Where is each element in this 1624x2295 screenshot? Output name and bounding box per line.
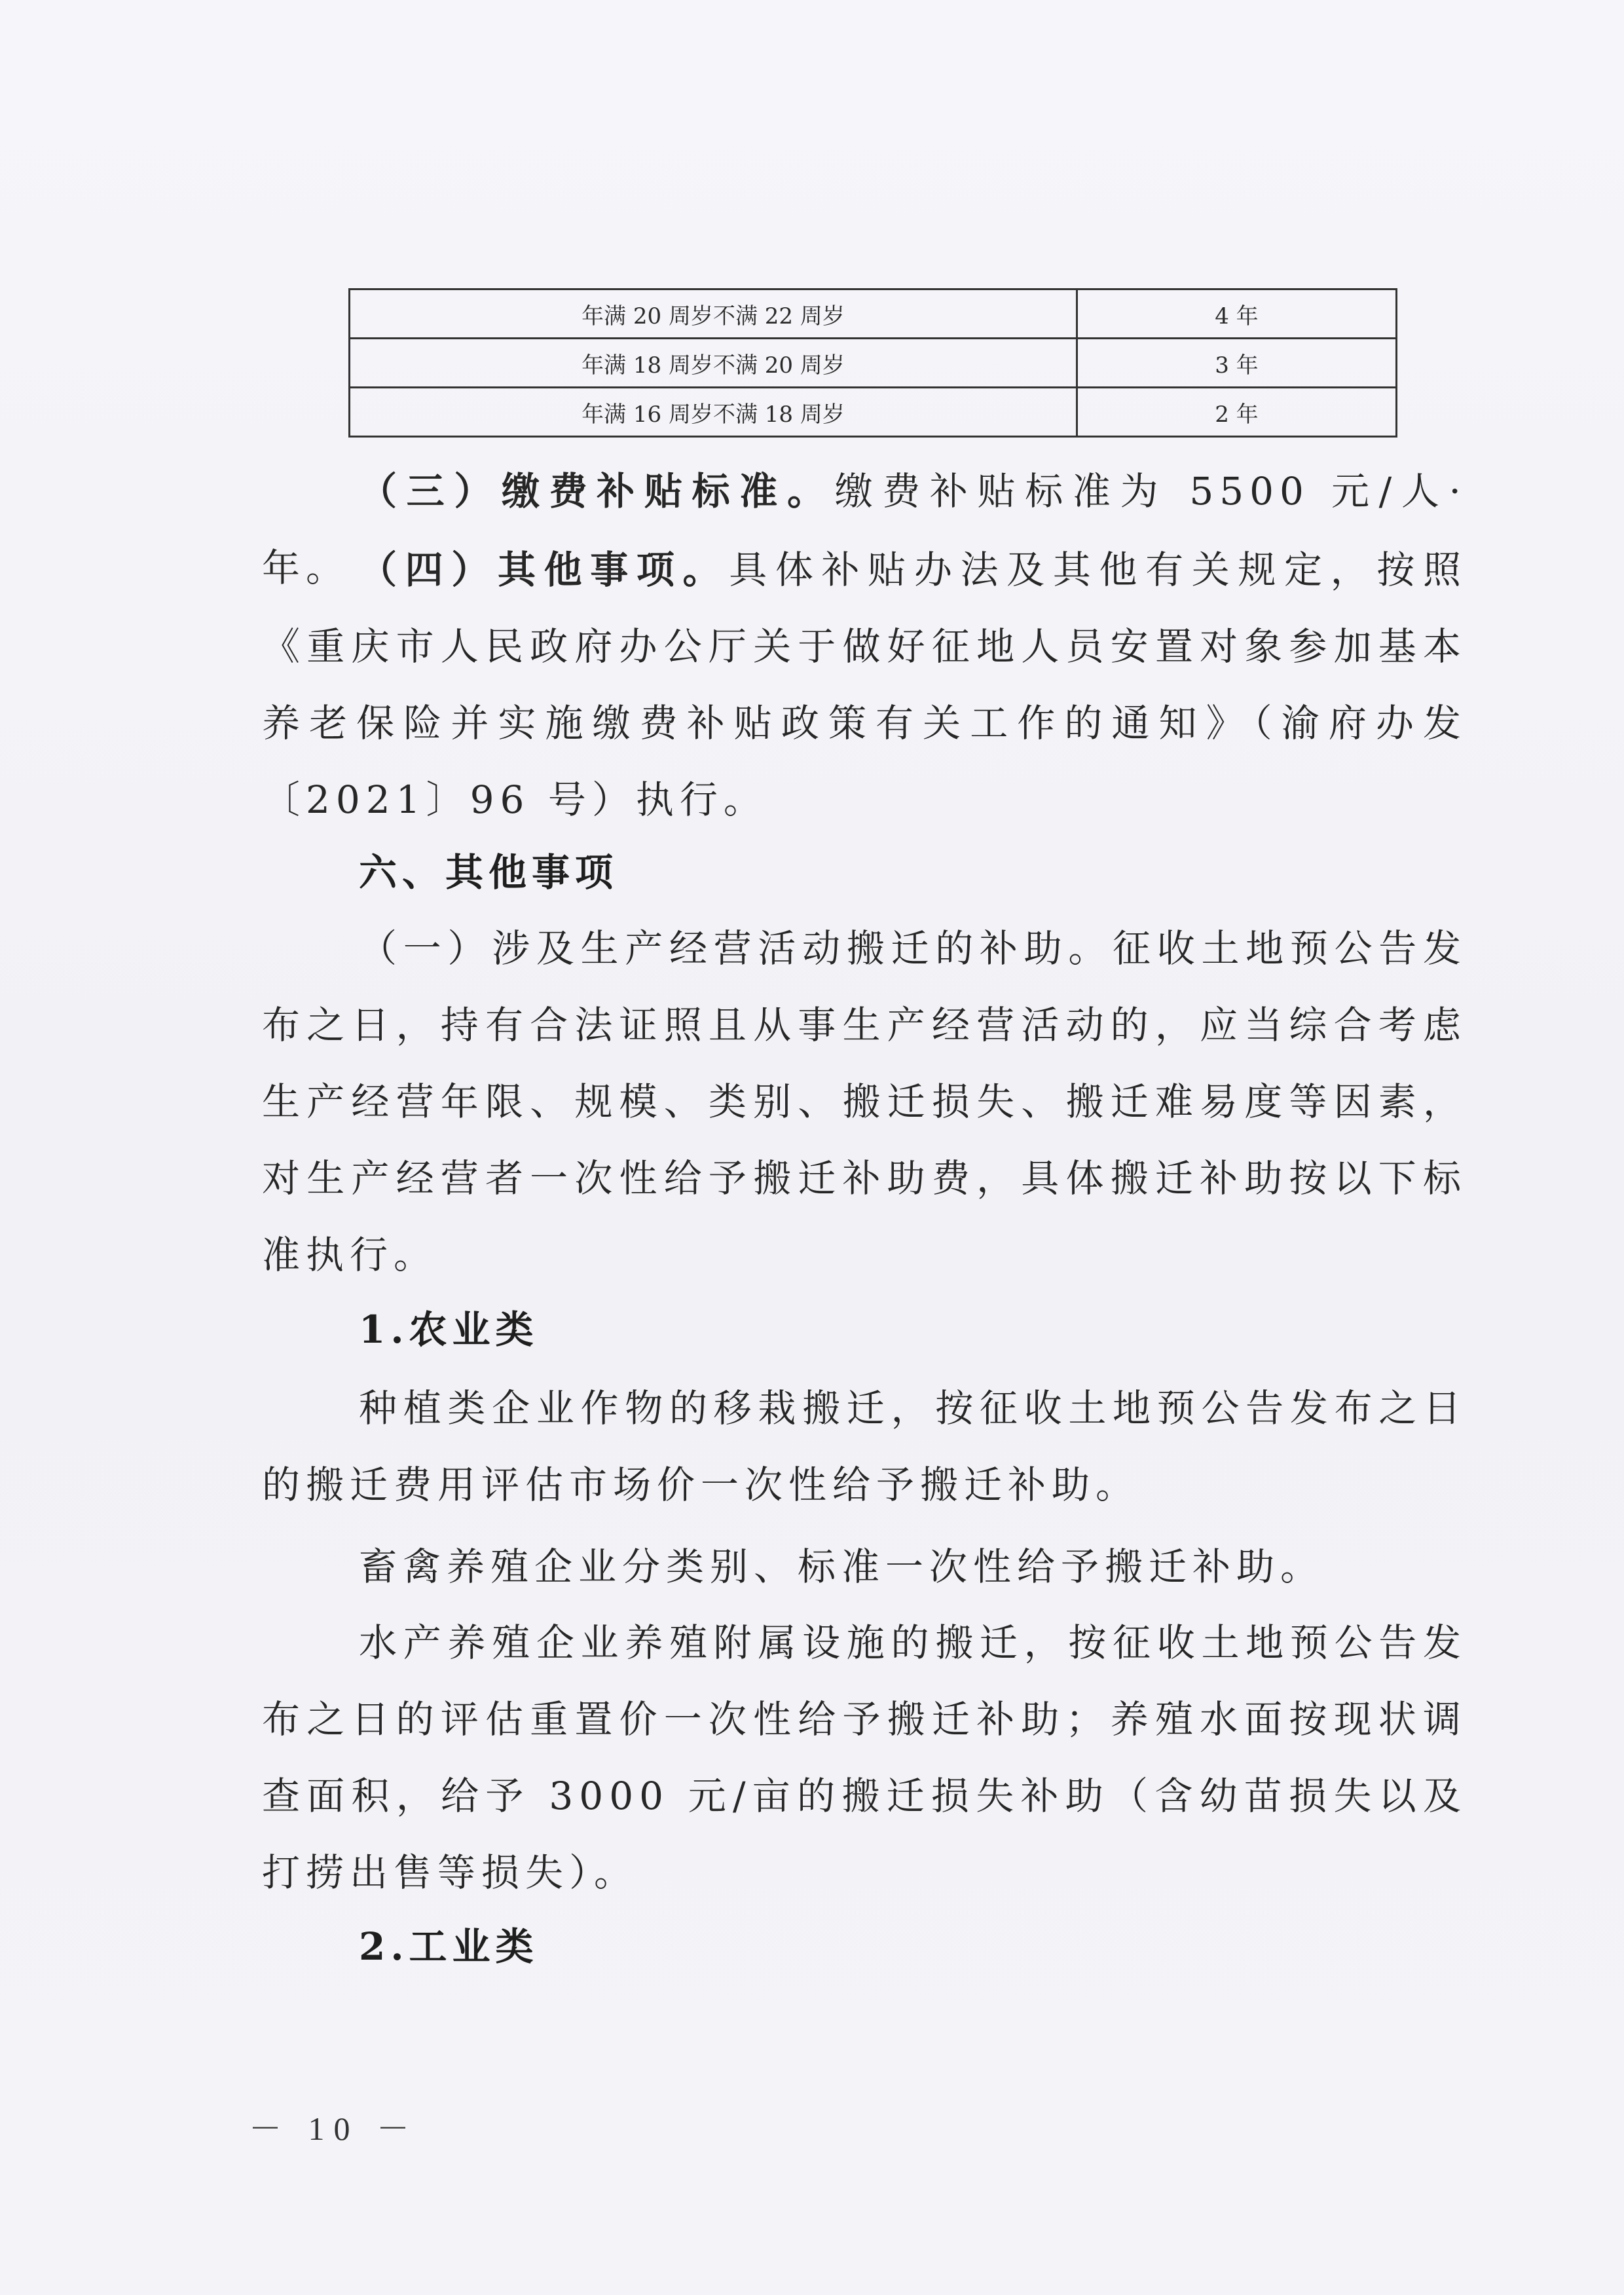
age-range-cell: 年满 16 周岁不满 18 周岁 — [350, 388, 1077, 437]
page-number: － 10 － — [249, 2110, 418, 2147]
relocation-paragraph: （一）涉及生产经营活动搬迁的补助。征收土地预公告发布之日，持有合法证照且从事生产经营活动的，应当综合考虑生产经营年限、规模、类别、搬迁损失、搬迁难易度等因素，对生产经营者一次性给予搬迁补助费，具体搬迁补助按以下标准执行。 — [262, 926, 1467, 1277]
table-row — [350, 289, 1397, 339]
other-matters-lead: （四）其他事项。 — [359, 548, 729, 592]
years-cell: 4 年 — [1077, 289, 1396, 339]
years-cell: 3 年 — [1077, 339, 1396, 388]
planting-paragraph: 种植类企业作物的移栽搬迁，按征收土地预公告发布之日的搬迁费用评估市场价一次性给予搬迁补助。 — [262, 1386, 1467, 1507]
subsection-heading-industry: 2.工业类 — [359, 1924, 539, 1969]
subsection-heading-agriculture: 1.农业类 — [359, 1307, 539, 1352]
fee-standard-text: 缴费补贴标准为 5500 元/人·年。 — [262, 469, 1467, 590]
age-years-table — [348, 288, 1397, 438]
section-heading: 六、其他事项 — [359, 850, 619, 895]
other-matters-paragraph — [262, 532, 1467, 838]
aquaculture-paragraph: 水产养殖企业养殖附属设施的搬迁，按征收土地预公告发布之日的评估重置价一次性给予搬迁补助；养殖水面按现状调查面积，给予 3000 元/亩的搬迁损失补助（含幼苗损失以及打捞出售等损失）。 — [262, 1620, 1467, 1895]
livestock-paragraph: 畜禽养殖企业分类别、标准一次性给予搬迁补助。 — [359, 1544, 1325, 1589]
years-cell: 2 年 — [1077, 388, 1396, 437]
other-matters-text: 具体补贴办法及其他有关规定，按照《重庆市人民政府办公厅关于做好征地人员安置对象参加基本养老保险并实施缴费补贴政策有关工作的通知》（渝府办发〔2021〕96 号）执行。 — [262, 548, 1467, 822]
fee-standard-lead: （三）缴费补贴标准。 — [359, 469, 835, 513]
table-row — [350, 388, 1397, 437]
age-range-cell: 年满 18 周岁不满 20 周岁 — [350, 339, 1077, 388]
table-row — [350, 339, 1397, 388]
age-range-cell: 年满 20 周岁不满 22 周岁 — [350, 289, 1077, 339]
